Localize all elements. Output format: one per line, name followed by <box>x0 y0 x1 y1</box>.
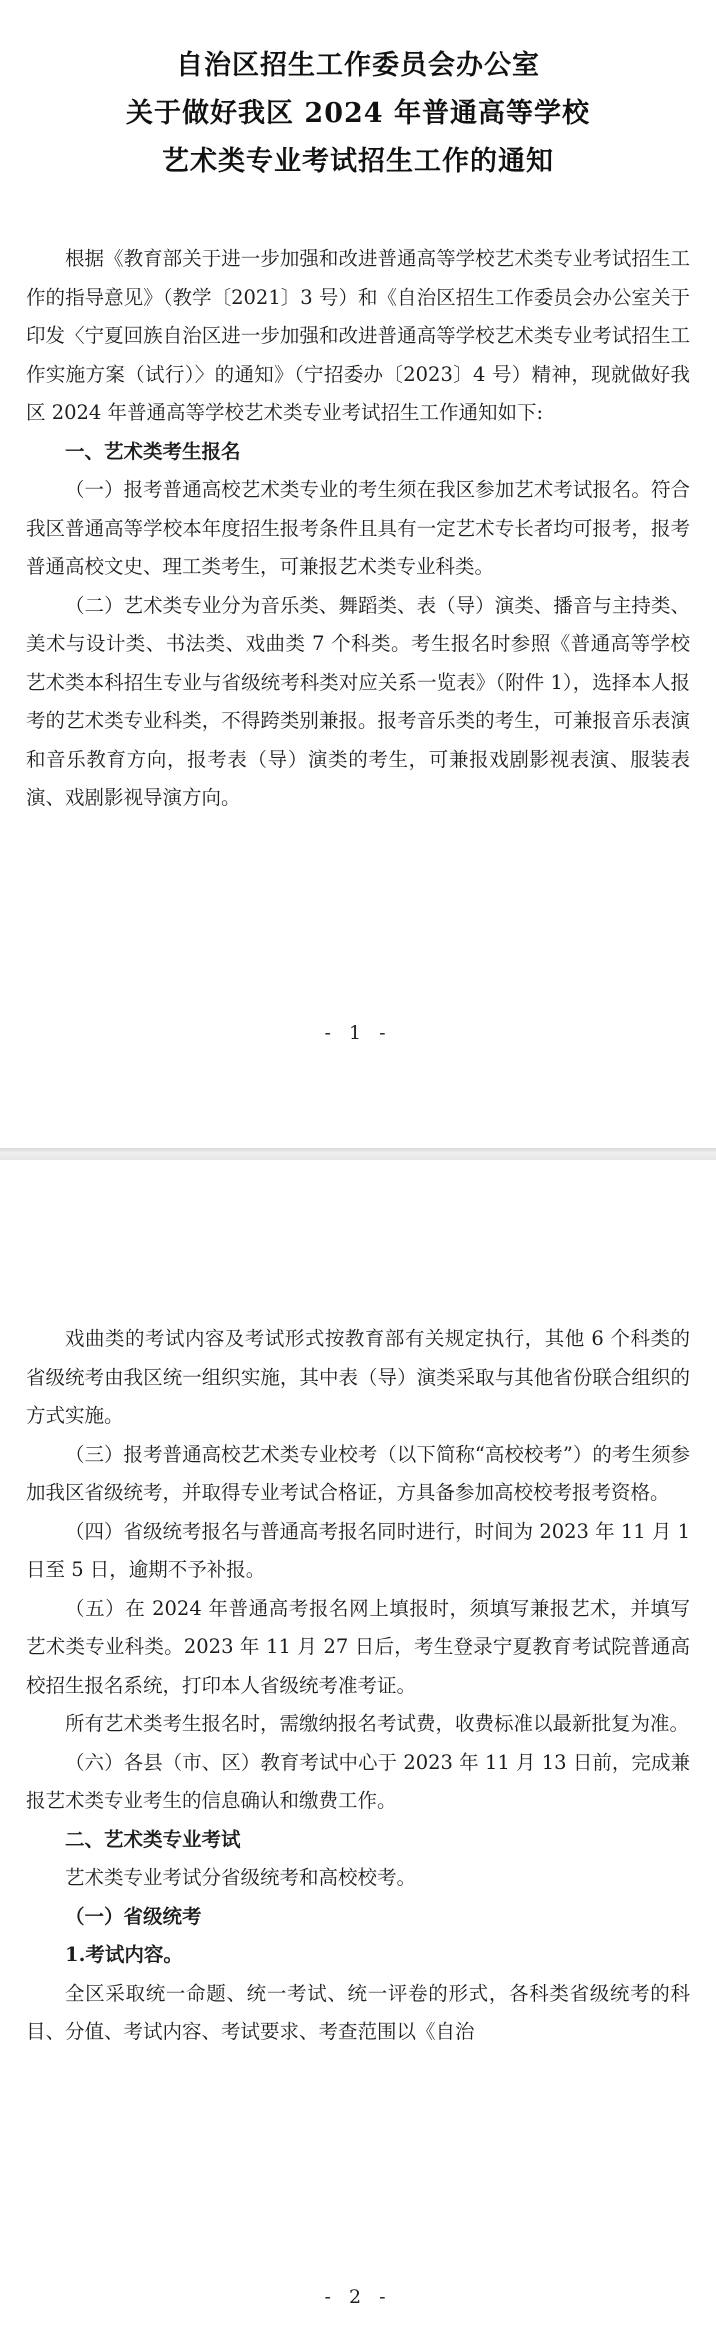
title-line-1: 自治区招生工作委员会办公室 <box>176 50 540 81</box>
page-2-body <box>26 1320 690 2052</box>
document-page-1 <box>0 0 716 1148</box>
document-title <box>0 42 716 186</box>
paragraph: （三）报考普通高校艺术类专业校考（以下简称“高校校考”）的考生须参加我区省级统考，并取得专业考试合格证，方具备参加高校校考报考资格。 <box>26 1442 690 1504</box>
intro-paragraph: 根据《教育部关于进一步加强和改进普通高等学校艺术类专业考试招生工作的指导意见》（教学〔2021〕3 号）和《自治区招生工作委员会办公室关于印发〈宁夏回族自治区进一步加强和改进普通高等学校艺术类专业考试招生工作实施方案（试行）〉的通知》（宁招委办〔2023〕4 号）精神，现就做好我区 2024 年普通高等学校艺术类专业考试招生工作通知如下: <box>26 247 690 424</box>
page-number: - 2 - <box>324 2286 392 2308</box>
subheading-exam-content: 1.考试内容。 <box>65 1943 183 1966</box>
page-number: - 1 - <box>324 1022 392 1044</box>
paragraph: （四）省级统考报名与普通高考报名同时进行，时间为 2023 年 11 月 1 日至 5 日，逾期不予补报。 <box>26 1519 690 1581</box>
paragraph: 所有艺术类考生报名时，需缴纳报名考试费，收费标准以最新批复为准。 <box>65 1712 690 1735</box>
title-line-3: 艺术类专业考试招生工作的通知 <box>162 146 554 177</box>
paragraph: 戏曲类的考试内容及考试形式按教育部有关规定执行，其他 6 个科类的省级统考由我区统一组织实施，其中表（导）演类采取与其他省份联合组织的方式实施。 <box>26 1327 690 1427</box>
page-1-body <box>26 240 690 818</box>
paragraph: （六）各县（市、区）教育考试中心于 2023 年 11 月 13 日前，完成兼报艺术类专业考生的信息确认和缴费工作。 <box>26 1750 690 1812</box>
section-heading-1: 一、艺术类考生报名 <box>65 439 241 463</box>
subheading-provincial-exam: （一）省级统考 <box>65 1904 202 1928</box>
title-line-2: 关于做好我区 2024 年普通高等学校 <box>126 98 590 129</box>
paragraph: （五）在 2024 年普通高考报名网上填报时，须填写兼报艺术，并填写艺术类专业科类。2023 年 11 月 27 日后，考生登录宁夏教育考试院普通高校招生报名系统，打印本人省级统考准考证。 <box>26 1596 690 1697</box>
paragraph: （二）艺术类专业分为音乐类、舞蹈类、表（导）演类、播音与主持类、美术与设计类、书法类、戏曲类 7 个科类。考生报名时参照《普通高等学校艺术类本科招生专业与省级统考科类对应关系一览表》（附件 1），选择本人报考的艺术类专业科类，不得跨类别兼报。报考音乐类的考生，可兼报音乐表演和音乐教育方向，报考表（导）演类的考生，可兼报戏剧影视表演、服装表演、戏剧影视导演方向。 <box>26 593 690 809</box>
paragraph: 艺术类专业考试分省级统考和高校校考。 <box>65 1866 417 1889</box>
document-page-2 <box>0 1160 716 2330</box>
section-heading-2: 二、艺术类专业考试 <box>65 1827 241 1851</box>
paragraph: 全区采取统一命题、统一考试、统一评卷的形式，各科类省级统考的科目、分值、考试内容、考试要求、考查范围以《自治 <box>26 1981 690 2043</box>
page-separator <box>0 1148 716 1160</box>
paragraph: （一）报考普通高校艺术类专业的考生须在我区参加艺术考试报名。符合我区普通高等学校本年度招生报考条件且具有一定艺术专长者均可报考，报考普通高校文史、理工类考生，可兼报艺术类专业科类。 <box>26 478 690 578</box>
